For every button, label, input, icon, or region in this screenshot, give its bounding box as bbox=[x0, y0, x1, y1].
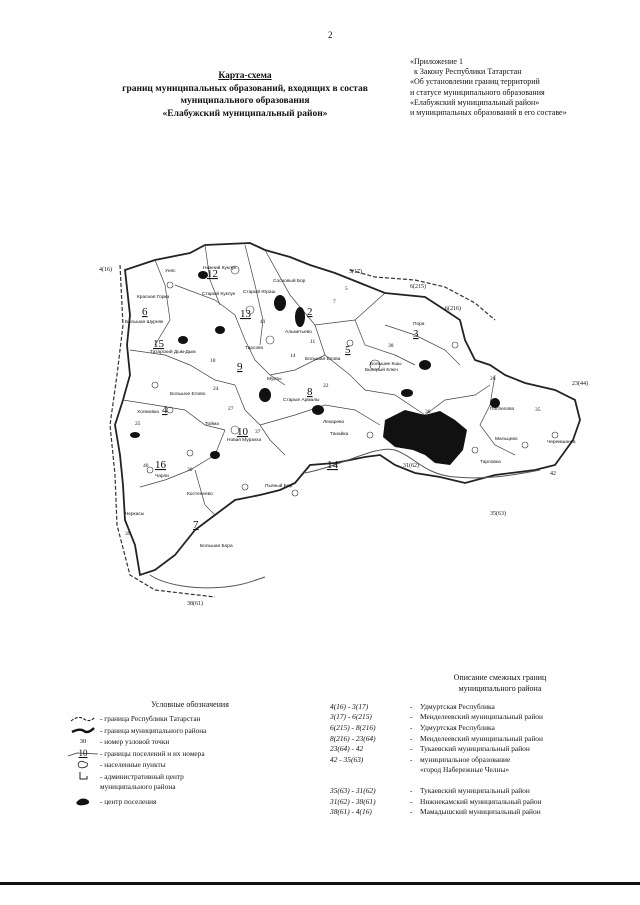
place-name: Уняс bbox=[165, 269, 176, 274]
adjacent-title bbox=[400, 672, 600, 694]
legend-label: - центр поселения bbox=[100, 797, 157, 807]
legend bbox=[66, 713, 306, 808]
place-name: Красная Горка bbox=[137, 295, 170, 300]
appendix-line: «Елабужский муниципальный район» bbox=[410, 97, 540, 107]
adjacent-row: 8(216) - 23(64) - Менделеевский муниципальный район bbox=[330, 733, 543, 743]
legend-item bbox=[66, 796, 306, 808]
adjacent-name: Менделеевский муниципальный район bbox=[420, 733, 543, 743]
appendix-line: «Приложение 1 bbox=[410, 57, 463, 66]
node-number: 7 bbox=[333, 299, 336, 305]
adjacent-row bbox=[330, 765, 620, 776]
settlement-center-mark bbox=[274, 295, 286, 311]
node-label: 35(63) bbox=[490, 511, 506, 517]
settlement-center-mark bbox=[312, 405, 324, 415]
adjacent-row: 38(61) - 4(16) - Мамадышский муниципальный район bbox=[330, 807, 541, 817]
place-name: Тойма bbox=[205, 422, 219, 427]
settlement-number: 5 bbox=[345, 344, 351, 356]
adjacent-code: 6(215) - 8(216) bbox=[330, 722, 376, 732]
page-bottom-rule bbox=[0, 882, 640, 885]
node-number: 5 bbox=[345, 286, 348, 292]
map-title bbox=[95, 70, 395, 120]
place-name: Лекарево bbox=[323, 420, 345, 425]
node-number: 37 bbox=[255, 429, 261, 435]
appendix-line: и статусе муниципального образования bbox=[410, 87, 545, 97]
adjacent-code: 23(64) - 42 bbox=[330, 744, 364, 754]
title-line-2: границ муниципальных образований, входящих в состав bbox=[122, 83, 368, 94]
node-number: 41 bbox=[260, 319, 266, 325]
settlement-center-mark bbox=[215, 326, 225, 334]
appendix-block bbox=[410, 57, 610, 118]
adjacent-code: 4(16) - 3(17) bbox=[330, 701, 369, 711]
adjacent-name: Удмуртская Республика bbox=[420, 701, 495, 711]
place-name: Пора bbox=[413, 322, 425, 327]
adjacent-name: муниципальное образование bbox=[420, 754, 511, 764]
node-number: 38 bbox=[388, 343, 394, 349]
adjacent-name: Менделеевский муниципальный район bbox=[420, 712, 543, 722]
node-label: 23(44) bbox=[572, 381, 588, 387]
adjacent-row: 42 - 35(63) - муниципальное образование bbox=[330, 754, 511, 764]
settlement-number: 3 bbox=[413, 328, 419, 340]
node-number: 18 bbox=[210, 358, 216, 364]
settlement-number: 2 bbox=[307, 306, 313, 318]
node-label: 4(16) bbox=[99, 267, 112, 273]
legend-label: - административный центр bbox=[100, 771, 184, 781]
node-number: 14 bbox=[290, 353, 296, 359]
adjacent-name: Тукаевский муниципальный район bbox=[420, 744, 530, 754]
adjacent-code: 42 - 35(63) bbox=[330, 754, 364, 764]
title-line-3: муниципального образования bbox=[180, 96, 310, 106]
place-name: Большая Бора bbox=[200, 544, 233, 549]
node-number: 22 bbox=[323, 383, 329, 389]
node-label: 6(216) bbox=[445, 306, 461, 312]
settlement-number: 6 bbox=[142, 306, 148, 318]
adjacent-row: 31(62) - 38(61) - Нижнекамский муниципальный район bbox=[330, 796, 542, 806]
adjacent-title-line: Описание смежных границ bbox=[453, 673, 547, 682]
node-number: 20 bbox=[490, 376, 496, 382]
settlement-number: 16 bbox=[155, 459, 166, 471]
settlement-border-number: 10 bbox=[78, 748, 88, 759]
node-number: 11 bbox=[310, 339, 316, 345]
settlement-number: 14 bbox=[327, 459, 338, 471]
settlement-number: 15 bbox=[153, 338, 164, 350]
node-number-icon: 30 bbox=[79, 738, 87, 746]
adjacent-row: 23(64) - 42 - Тукаевский муниципальный район bbox=[330, 744, 530, 754]
node-label: 42 bbox=[550, 471, 556, 477]
place-name: Танайка bbox=[330, 432, 349, 437]
legend-label: - граница муниципального района bbox=[100, 725, 207, 735]
place-name: Мальцево bbox=[495, 437, 518, 442]
settlement-number: 8 bbox=[307, 386, 313, 398]
settlement-borders bbox=[123, 245, 515, 515]
place-name: Костенеево bbox=[187, 492, 213, 497]
place-name: Старый Юраш bbox=[243, 290, 276, 295]
place-name: Черемшанка bbox=[547, 440, 576, 445]
adjacent-name: Мамадышский муниципальный район bbox=[420, 807, 541, 817]
legend-item bbox=[66, 759, 306, 771]
settlement-number: 4 bbox=[162, 404, 168, 416]
adjacent-name: Тукаевский муниципальный район bbox=[420, 785, 530, 795]
place-names bbox=[125, 264, 576, 549]
node-number: 24 bbox=[213, 386, 219, 392]
settlement-center-mark bbox=[401, 389, 413, 397]
district-map bbox=[95, 225, 595, 625]
adjacent-row: 4(16) - 3(17) - Удмуртская Республика bbox=[330, 701, 495, 711]
page-number: 2 bbox=[328, 30, 333, 40]
place-name: Старый Куклук bbox=[202, 292, 236, 297]
river-bank bbox=[150, 575, 265, 588]
adjacent-row: 35(63) - 31(62) - Тукаевский муниципальный район bbox=[330, 785, 530, 795]
adjacent-code: 35(63) - 31(62) bbox=[330, 785, 376, 795]
legend-label: - граница Республики Татарстан bbox=[100, 714, 201, 724]
legend-label-continued: муниципального района bbox=[100, 782, 176, 791]
adjacent-title-line: муниципального района bbox=[458, 684, 542, 693]
place-name: Большие Кшы bbox=[370, 362, 402, 367]
legend-item bbox=[66, 725, 306, 737]
node-number: 39 bbox=[125, 531, 131, 537]
title-line-4: «Елабужский муниципальный район» bbox=[162, 108, 328, 119]
place-name: Большое Елово bbox=[170, 392, 206, 397]
republic-border bbox=[350, 270, 495, 320]
adjacent-code: 31(62) - 38(61) bbox=[330, 796, 376, 806]
settlement-center-mark bbox=[295, 307, 305, 327]
place-name: Мурты bbox=[267, 377, 282, 382]
settlement-center-mark bbox=[259, 388, 271, 402]
place-name: Альметьево bbox=[285, 330, 312, 335]
adjacent-list bbox=[330, 701, 620, 817]
node-number: 25 bbox=[135, 421, 141, 427]
place-name: Чарли bbox=[155, 474, 169, 479]
legend-label: - границы поселений и их номера bbox=[100, 748, 205, 758]
settlement-border-icon bbox=[66, 748, 100, 758]
node-label: 38(61) bbox=[187, 601, 203, 607]
settlement-number: 7 bbox=[193, 519, 199, 531]
settlement-center-mark bbox=[419, 360, 431, 370]
legend-item bbox=[66, 771, 306, 783]
appendix-line: «Об установлении границ территорий bbox=[410, 77, 540, 87]
settlement-number: 9 bbox=[237, 361, 243, 373]
legend-title: Условные обозначения bbox=[151, 700, 229, 709]
settlement-center-mark bbox=[130, 432, 140, 438]
node-number: 30 bbox=[187, 467, 193, 473]
place-name: Тарловка bbox=[480, 460, 501, 465]
elabuga-city bbox=[383, 410, 467, 465]
adjacent-row: 3(17) - 6(215) - Менделеевский муниципальный район bbox=[330, 712, 543, 722]
settlement-number: 1 bbox=[493, 396, 499, 408]
settlement-center-icon bbox=[66, 797, 100, 806]
admin-center-icon bbox=[66, 771, 100, 782]
place-name: Пьяный Бор bbox=[265, 484, 293, 489]
settlement-centers bbox=[130, 271, 500, 465]
place-name: Черкасы bbox=[125, 512, 145, 517]
node-number: 36 bbox=[425, 409, 431, 415]
adjacent-code: 3(17) - 6(215) bbox=[330, 712, 372, 722]
place-name: Большая Шурняк bbox=[125, 320, 164, 325]
settlement-icon bbox=[66, 760, 100, 769]
border-rt-icon bbox=[66, 715, 100, 723]
place-name: Старые Армалы bbox=[283, 398, 320, 403]
adjacent-name: Нижнекамский муниципальный район bbox=[420, 796, 542, 806]
place-name: Поспелово bbox=[490, 407, 515, 412]
place-name: Большая Елова bbox=[305, 357, 341, 362]
adjacent-name: «город Набережные Челны» bbox=[420, 765, 510, 775]
settlement-number: 12 bbox=[207, 268, 218, 280]
place-name: Нижний Куклук bbox=[203, 266, 237, 271]
place-name: Холмовка bbox=[137, 410, 159, 415]
place-name: Тарсово bbox=[245, 346, 264, 351]
node-number: 35 bbox=[535, 407, 541, 413]
settlement-center-mark bbox=[210, 451, 220, 459]
appendix-line: к Закону Республики Татарстан bbox=[414, 67, 522, 77]
node-numbers bbox=[125, 286, 549, 537]
node-number: 40 bbox=[143, 463, 149, 469]
legend-label: - населенные пункты bbox=[100, 760, 166, 770]
adjacent-name: Удмуртская Республика bbox=[420, 722, 495, 732]
place-name: Быстрый Ключ bbox=[365, 368, 398, 373]
settlement-number: 10 bbox=[237, 426, 248, 438]
legend-item bbox=[66, 713, 306, 725]
node-number: 27 bbox=[228, 406, 234, 412]
title-line-1: Карта-схема bbox=[218, 71, 272, 81]
settlement-center-mark bbox=[178, 336, 188, 344]
place-name: Татарский Дым-Дым bbox=[150, 350, 196, 355]
appendix-line: и муниципальных образований в его составе» bbox=[410, 108, 567, 118]
settlement-number: 13 bbox=[240, 308, 251, 320]
adjacent-code: 8(216) - 23(64) bbox=[330, 733, 376, 743]
node-label: 3(17) bbox=[349, 269, 362, 275]
node-label: 6(215) bbox=[410, 284, 426, 290]
district-border-icon bbox=[66, 726, 100, 734]
legend-label: - номер узловой точки bbox=[100, 737, 170, 747]
legend-item bbox=[66, 736, 306, 748]
place-name: Новая Мурзиха bbox=[227, 438, 262, 443]
adjacent-code: 38(61) - 4(16) bbox=[330, 807, 372, 817]
legend-item bbox=[66, 748, 306, 760]
node-label: 31(62) bbox=[403, 463, 419, 469]
adjacent-row: 6(215) - 8(216) - Удмуртская Республика bbox=[330, 722, 495, 732]
place-name: Сосновый Бор bbox=[273, 279, 306, 284]
